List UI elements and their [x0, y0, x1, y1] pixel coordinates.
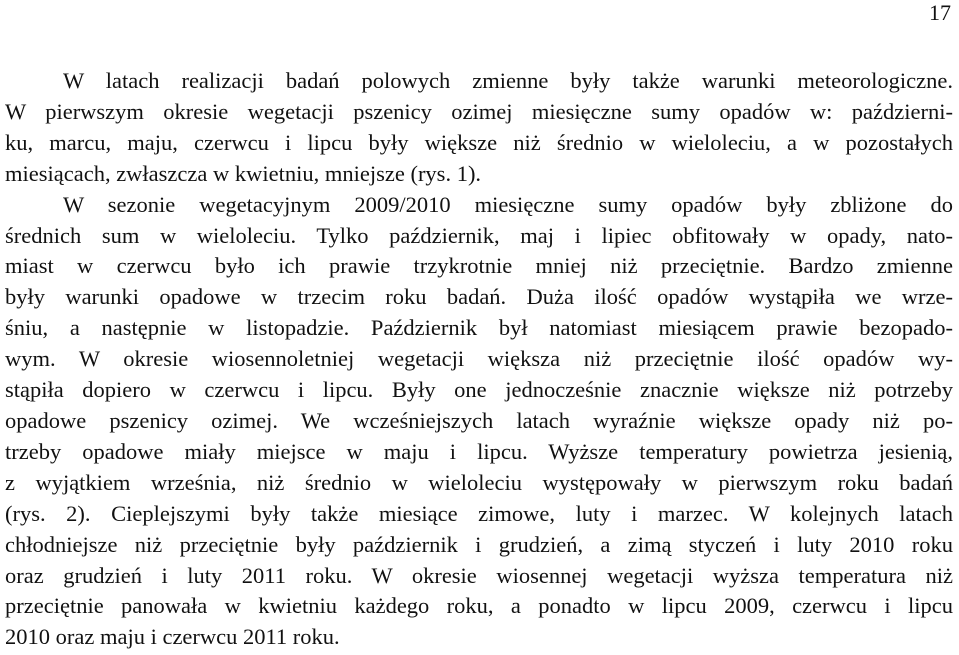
- body-text: [5, 66, 953, 653]
- text-line: 2010 oraz maju i czerwcu 2011 roku.: [5, 624, 340, 650]
- text-line: miesiącach, zwłaszcza w kwietniu, mniejsze (rys. 1).: [5, 160, 482, 186]
- text-line: W sezonie wegetacyjnym 2009/2010 miesięczne sumy opadów były zbliżone do: [63, 191, 953, 217]
- text-line: były warunki opadowe w trzecim roku badań. Duża ilość opadów wystąpiła we wrze-: [5, 284, 953, 310]
- text-line: ku, marcu, maju, czerwcu i lipcu były większe niż średnio w wieloleciu, a w pozostałych: [5, 129, 953, 155]
- text-line: W latach realizacji badań polowych zmienne były także warunki meteorologiczne.: [63, 68, 953, 93]
- text-line: przeciętnie panowała w kwietniu każdego roku, a ponadto w lipcu 2009, czerwcu i lipcu: [5, 593, 953, 619]
- text-line: średnich sum w wieloleciu. Tylko październik, maj i lipiec obfitowały w opady, nato-: [5, 222, 953, 248]
- text-line: wym. W okresie wiosennoletniej wegetacji większa niż przeciętnie ilość opadów wy-: [5, 346, 953, 372]
- text-line: (rys. 2). Cieplejszymi były także miesiące zimowe, luty i marzec. W kolejnych latach: [5, 500, 953, 526]
- text-line: opadowe pszenicy ozimej. We wcześniejszych latach wyraźnie większe opady niż po-: [5, 407, 953, 433]
- text-line: miast w czerwcu było ich prawie trzykrotnie mniej niż przeciętnie. Bardzo zmienne: [5, 253, 953, 279]
- page-number: 17: [929, 0, 951, 25]
- text-line: oraz grudzień i luty 2011 roku. W okresie wiosennej wegetacji wyższa temperatura niż: [5, 562, 953, 588]
- text-line: z wyjątkiem września, niż średnio w wieloleciu występowały w pierwszym roku badań: [5, 469, 953, 495]
- text-line: stąpiła dopiero w czerwcu i lipcu. Były one jednocześnie znacznie większe niż potrzeby: [5, 377, 953, 403]
- text-line: chłodniejsze niż przeciętnie były październik i grudzień, a zimą styczeń i luty 2010 roku: [5, 531, 953, 557]
- text-line: śniu, a następnie w listopadzie. Październik był natomiast miesiącem prawie bezopado-: [5, 315, 953, 341]
- text-line: W pierwszym okresie wegetacji pszenicy ozimej miesięczne sumy opadów w: październi-: [5, 98, 953, 124]
- text-line: trzeby opadowe miały miejsce w maju i lipcu. Wyższe temperatury powietrza jesienią,: [5, 438, 953, 464]
